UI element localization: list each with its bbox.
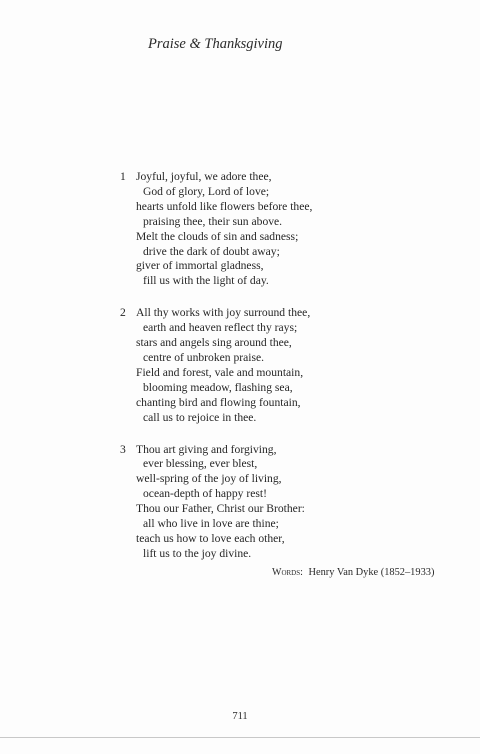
verse-line: ever blessing, ever blest, <box>143 457 258 471</box>
words-attribution <box>272 567 434 578</box>
verse-line: earth and heaven reflect thy rays; <box>143 321 298 335</box>
verse-line: teach us how to love each other, <box>136 531 285 545</box>
page-number: 711 <box>232 711 248 722</box>
verse-line: Thou art giving and forgiving, <box>136 442 277 456</box>
verse-line: drive the dark of doubt away; <box>143 244 280 258</box>
attribution-author: Henry Van Dyke (1852–1933) <box>308 567 435 578</box>
verse-line: fill us with the light of day. <box>143 274 269 288</box>
verse-line: all who live in love are thine; <box>143 517 279 531</box>
verse-line: ocean-depth of happy rest! <box>143 487 267 501</box>
verse-line: Melt the clouds of sin and sadness; <box>136 229 299 243</box>
bottom-rule <box>0 737 480 738</box>
section-title: Praise & Thanksgiving <box>148 36 283 52</box>
verse-line: stars and angels sing around thee, <box>136 336 292 350</box>
verse-line: All thy works with joy surround thee, <box>136 306 311 320</box>
verse-line: chanting bird and flowing fountain, <box>136 395 301 409</box>
verse-line: call us to rejoice in thee. <box>143 410 257 424</box>
verse-line: lift us to the joy divine. <box>143 546 252 560</box>
verse-number: 1 <box>120 170 126 183</box>
hymn-text <box>120 170 440 579</box>
verse-line: blooming meadow, flashing sea, <box>143 380 293 394</box>
verse-line: hearts unfold like flowers before thee, <box>136 199 313 213</box>
verse-line: Joyful, joyful, we adore thee, <box>136 170 272 183</box>
verse-line: giver of immortal gladness, <box>136 259 264 273</box>
verse-line: centre of unbroken praise. <box>143 350 265 364</box>
verse-line: God of glory, Lord of love; <box>143 184 270 198</box>
attribution-label: Words: <box>272 567 303 578</box>
verse-line: praising thee, their sun above. <box>143 214 283 228</box>
verse-2 <box>120 306 440 425</box>
verse-line: well-spring of the joy of living, <box>136 472 282 486</box>
verse-line: Field and forest, vale and mountain, <box>136 365 304 379</box>
verse-1 <box>120 170 440 289</box>
verse-number: 2 <box>120 306 126 320</box>
verse-line: Thou our Father, Christ our Brother: <box>136 502 305 516</box>
verse-3 <box>120 443 440 562</box>
verse-number: 3 <box>120 442 126 456</box>
